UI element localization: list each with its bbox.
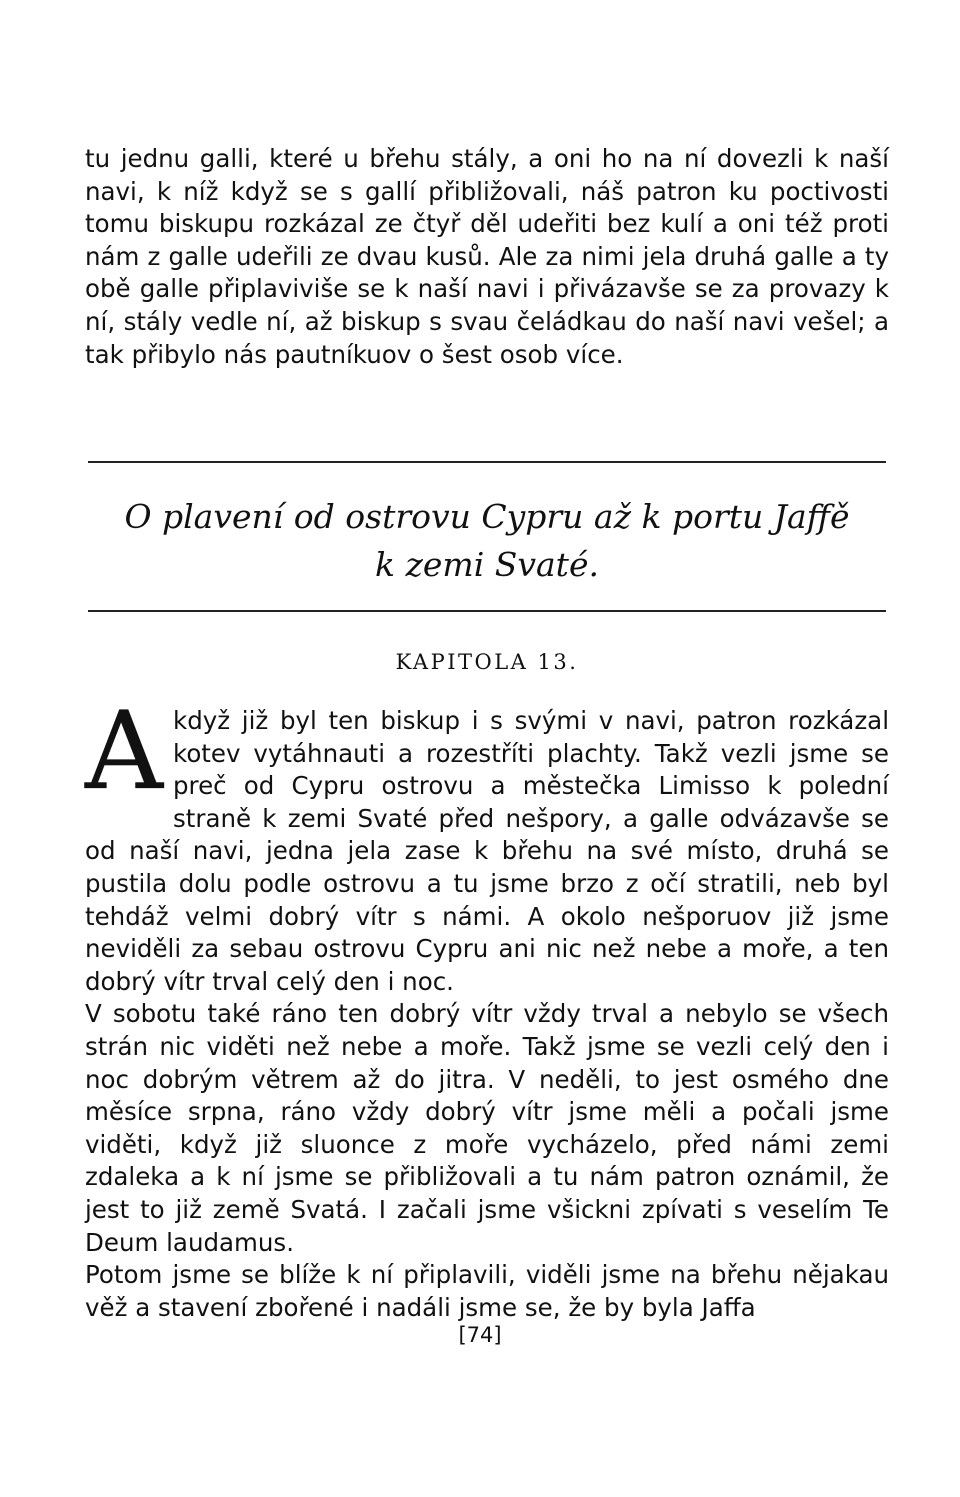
continued-paragraph: tu jednu galli, které u břehu stály, a oni ho na ní dovezli k naší navi, k níž když se s gallí přibližovali, náš patron ku poctivosti tomu biskupu rozkázal ze čtyř děl udeřiti bez kulí a oni též proti nám z galle udeřili ze dvau kusů. Ale za nimi jela druhá galle a ty obě galle připlaviviše se k naší navi i přivázavše se za provazy k ní, stály vedle ní, až biskup s svau čeládkau do naší navi vešel; a tak přibylo nás pautníkuov o šest osob více.	[85, 144, 889, 369]
chapter-paragraph-2: V sobotu také ráno ten dobrý vítr vždy trval a nebylo se všech strán nic viděti než nebe a moře. Takž jsme se vezli celý den i noc dobrým větrem až do jitra. V neděli, to jest osmého dne měsíce srpna, ráno vždy dobrý vítr jsme měli a počali jsme viděti, když již sluonce z moře vycházelo, před námi zemi zdaleka a k ní jsme se přibližovali a tu nám patron oznámil, že jest to již země Svatá. I začali jsme všickni zpívati s veselím Te Deum laudamus.	[85, 999, 889, 1257]
chapter-paragraph-3: Potom jsme se blíže k ní připlavili, viděli jsme na břehu nějakau věž a stavení zbořené i nadáli jsme se, že by byla Jaffa	[85, 1260, 889, 1322]
chapter-paragraph-1-text: když již byl ten biskup i s svými v navi, patron rozkázal kotev vytáhnauti a rozestříti plachty. Takž vezli jsme se preč od Cypru ostrovu a městečka Limisso k polední straně k zemi Svaté před nešpory, a galle odvázavše se od naší navi, jedna jela zase k břehu na své místo, druhá se pustila dolu podle ostrovu a tu jsme brzo z očí stratili, neb byl tehdáž velmi dobrý vítr s námi. A okolo nešporuov již jsme neviděli za sebau ostrovu Cypru ani nic než nebe a moře, a ten dobrý vítr trval celý den i noc.	[85, 706, 889, 996]
divider-rule-top	[88, 461, 886, 463]
chapter-title-line-1: O plavení od ostrovu Cypru až k portu Jaffě	[124, 497, 850, 536]
chapter-heading: KAPITOLA 13.	[395, 650, 579, 674]
chapter-body	[85, 689, 889, 1324]
drop-cap-letter: A	[85, 689, 163, 814]
page-number: [74]	[458, 1323, 502, 1347]
divider-rule-bottom	[88, 610, 886, 612]
chapter-title	[88, 493, 886, 589]
chapter-title-line-2: k zemi Svaté.	[375, 545, 599, 584]
chapter-paragraph-1	[85, 689, 889, 998]
